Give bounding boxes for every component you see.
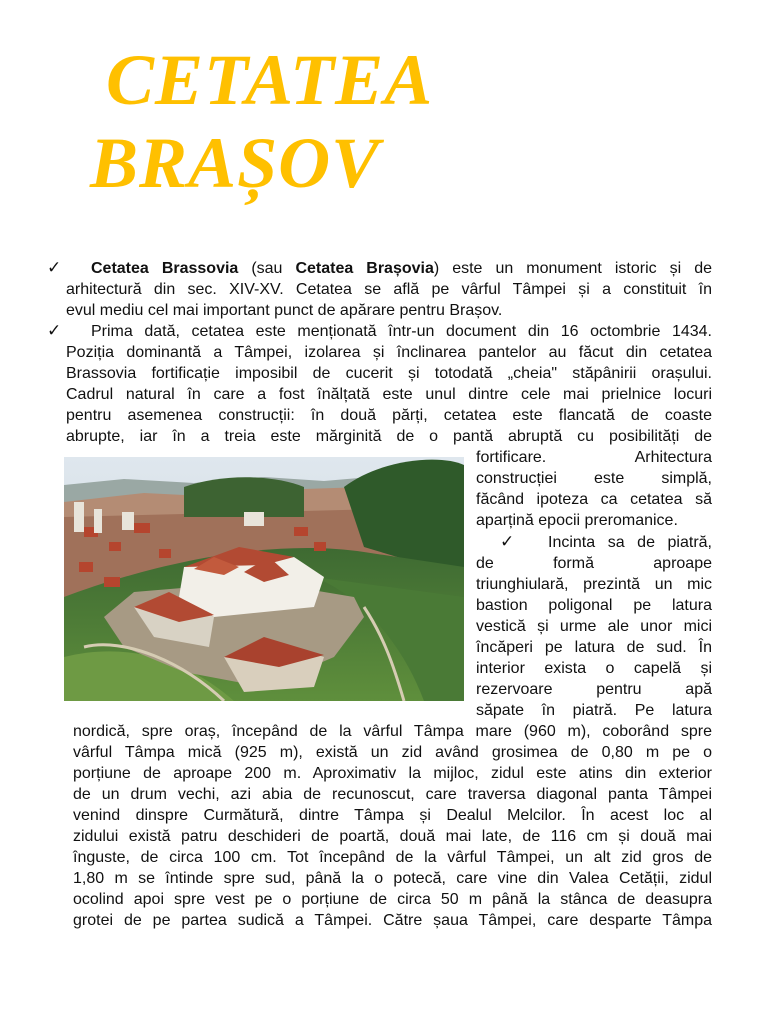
checkmark-icon: ✓ <box>500 532 515 551</box>
paragraph-1-end: evul mediu cel mai important punct de apărare pentru Brașov. <box>66 302 503 319</box>
page-title-line1: CETATEA <box>106 40 434 120</box>
checkmark-icon: ✓ <box>47 321 62 340</box>
paragraph-1: Cetatea Brassovia (sau Cetatea Brașovia) este un monument istoric și de arhitectură din sec. XIV-XV. Cetatea se află pe vârful Tâmpei și a constituit în <box>66 260 712 298</box>
checkmark-icon: ✓ <box>47 258 62 277</box>
paragraph-2-wrap: fortificare. Arhitectura construcției este simplă, făcând ipoteza ca cetatea să <box>476 449 712 508</box>
paragraph-3: nordică, spre oraș, începând de la vârful Tâmpa mare (960 m), coborând spre vârful Tâmpa mică (925 m), există un zid având grosimea de 0,80 m pe o porțiune de aproape 200 m. Aproximativ la mijloc, zidul este atins din exterior de un drum vechi, azi abia de recunoscut, care traversa diagonal panta Tâmpei venind dinspre Curmătură, dintre Tâmpa și Dealul Melcilor. În acest loc al zidului există patru deschideri de poartă, două mai late, de 116 cm și două mai înguste, de circa 100 cm. Tot începând de la vârful Tâmpei, un alt zid gros de 1,80 m se întinde spre sud, până la o potecă, care vine din Valea Cetății, zidul ocolind apoi spre vest pe o porțiune de circa 50 m până la stânca de deasupra grotei de pe partea sudică a Tâmpei. Către șaua Tâmpei, care desparte Tâmpa <box>73 723 712 929</box>
paragraph-2-end: aparțină epocii preromanice. <box>476 512 678 529</box>
page-title-line2: BRAȘOV <box>90 123 381 203</box>
bold-term: Cetatea Brassovia <box>91 260 239 277</box>
paragraph-3-wrap: Incinta sa de piatră, de formă aproape triunghiulară, prezintă un mic bastion poligonal pe latura vestică și urme ale unor mici încăperi pe latura de sud. În interior exista o capelă și rezervoare pentru apă săpate în piatră. Pe latura <box>476 534 712 719</box>
bold-term: Cetatea Brașovia <box>295 260 434 277</box>
paragraph-2: Prima dată, cetatea este menționată într-un document din 16 octombrie 1434. Poziția dominantă a Tâmpei, izolarea și înclinarea pantelor au făcut din cetatea Brassovia fortificație imposibil de cucerit și totodată „cheia" stăpânirii orașului. Cadrul natural în care a fost înălțată este unul dintre cele mai prielnice locuri pentru asemenea construcții: în două părți, cetatea este flancată de coaste abrupte, iar în a treia este mărginită de o pantă abruptă cu posibilități de <box>66 323 712 445</box>
citadel-photo <box>64 457 464 701</box>
